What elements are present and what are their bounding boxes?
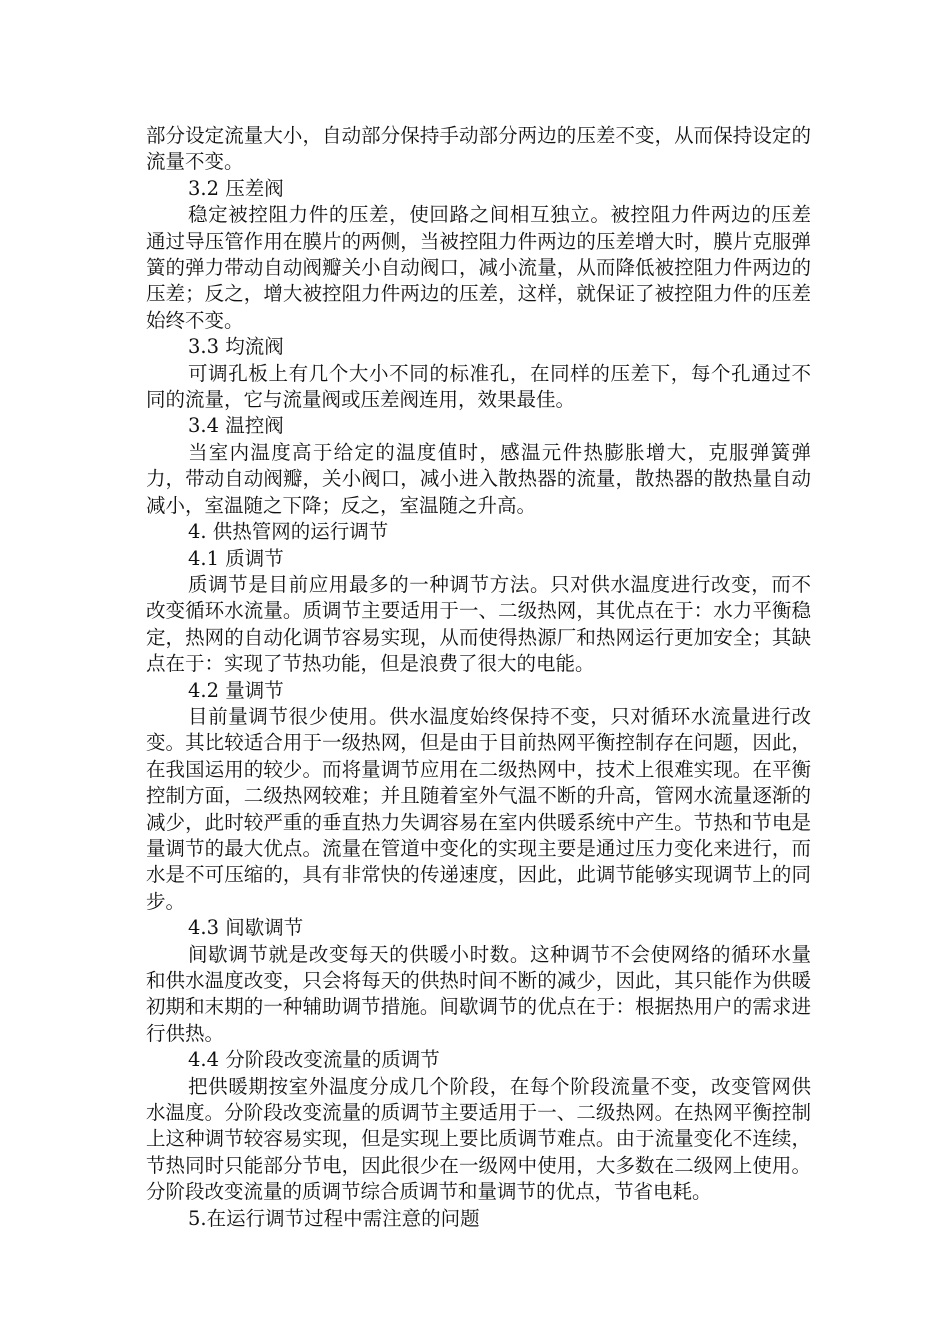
heading-4-2-quantity-regulation: 4.2 量调节 bbox=[188, 678, 284, 702]
heading-3-3-balancing-valve: 3.3 均流阀 bbox=[188, 335, 284, 359]
paragraph-flow-valve-continued: 部分设定流量大小，自动部分保持手动部分两边的压差不变，从而保持设定的流量不变。 bbox=[146, 124, 811, 174]
heading-4-3-intermittent-regulation: 4.3 间歇调节 bbox=[188, 916, 304, 940]
paragraph-3-2: 稳定被控阻力件的压差，使回路之间相互独立。被控阻力件两边的压差通过导压管作用在膜片的两侧，当被控阻力件两边的压差增大时，膜片克服弹簧的弹力带动自动阀瓣关小自动阀口，减小流量，从而降低被控阻力件两边的压差；反之，增大被控阻力件两边的压差，这样，就保证了被控阻力件的压差始终不变。 bbox=[146, 203, 811, 332]
heading-4-network-regulation: 4. 供热管网的运行调节 bbox=[188, 520, 389, 544]
paragraph-3-4: 当室内温度高于给定的温度值时，感温元件热膨胀增大，克服弹簧弹力，带动自动阀瓣，关小阀口，减小进入散热器的流量，散热器的散热量自动减小，室温随之下降；反之，室温随之升高。 bbox=[146, 440, 811, 517]
heading-4-1-quality-regulation: 4.1 质调节 bbox=[188, 546, 284, 570]
paragraph-4-4: 把供暖期按室外温度分成几个阶段，在每个阶段流量不变，改变管网供水温度。分阶段改变流量的质调节主要适用于一、二级热网。在热网平衡控制上这种调节较容易实现，但是实现上要比质调节难点。由于流量变化不连续，节热同时只能部分节电，因此很少在一级网中使用，大多数在二级网上使用。分阶段改变流量的质调节综合质调节和量调节的优点，节省电耗。 bbox=[146, 1074, 811, 1204]
paragraph-3-3: 可调孔板上有几个大小不同的标准孔，在同样的压差下，每个孔通过不同的流量，它与流量阀或压差阀连用，效果最佳。 bbox=[146, 361, 811, 412]
heading-4-4-staged-flow-quality-regulation: 4.4 分阶段改变流量的质调节 bbox=[188, 1048, 440, 1072]
document-body bbox=[146, 123, 811, 1232]
paragraph-4-1: 质调节是目前应用最多的一种调节方法。只对供水温度进行改变，而不改变循环水流量。质调节主要适用于一、二级热网，其优点在于：水力平衡稳定，热网的自动化调节容易实现，从而使得热源厂和热网运行更加安全；其缺点在于：实现了节热功能，但是浪费了很大的电能。 bbox=[146, 572, 811, 676]
heading-3-2-differential-pressure-valve: 3.2 压差阀 bbox=[188, 176, 284, 200]
paragraph-4-3: 间歇调节就是改变每天的供暖小时数。这种调节不会使网络的循环水量和供水温度改变，只会将每天的供热时间不断的减少，因此，其只能作为供暖初期和末期的一种辅助调节措施。间歇调节的优点在于：根据热用户的需求进行供热。 bbox=[146, 942, 811, 1045]
heading-3-4-thermostatic-valve: 3.4 温控阀 bbox=[188, 414, 284, 438]
heading-5-operation-issues: 5.在运行调节过程中需注意的问题 bbox=[188, 1206, 480, 1230]
paragraph-4-2: 目前量调节很少使用。供水温度始终保持不变，只对循环水流量进行改变。其比较适合用于一级热网，但是由于目前热网平衡控制存在问题，因此，在我国运用的较少。而将量调节应用在二级热网中，技术上很难实现。在平衡控制方面，二级热网较难；并且随着室外气温不断的升高，管网水流量逐渐的减少，此时较严重的垂直热力失调容易在室内供暖系统中产生。节热和节电是量调节的最大优点。流量在管道中变化的实现主要是通过压力变化来进行，而水是不可压缩的，具有非常快的传递速度，因此，此调节能够实现调节上的同步。 bbox=[146, 704, 811, 913]
